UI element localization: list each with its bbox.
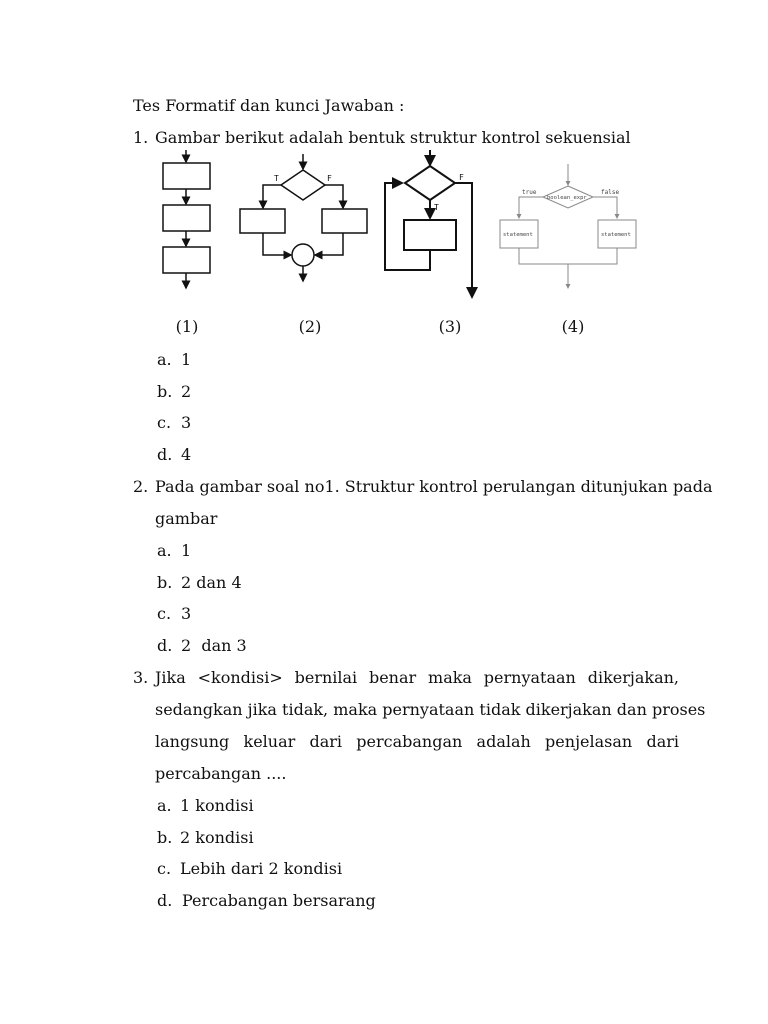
fig4-statement-right-label: statement [601,232,631,238]
option-letter: a. [157,796,172,815]
figure-label-1: (1) [175,317,199,336]
option-text: 1 [181,350,192,369]
question-number: 3. [133,668,149,687]
option-letter: c. [157,413,172,432]
question-number: 2. [133,477,149,496]
option-letter: a. [157,350,172,369]
figure-label-2: (2) [298,317,322,336]
option-letter: b. [157,382,173,401]
fig3-false-label: F [459,173,464,182]
flowchart-if-else [500,164,636,288]
document-header: Tes Formatif dan kunci Jawaban : [133,96,405,115]
question-text: percabangan .... [155,764,287,783]
question-text: gambar [155,509,218,528]
fig4-statement-left-label: statement [503,232,533,238]
option-text: Percabangan bersarang [182,891,376,910]
option-letter: d. [157,445,173,464]
fig2-true-label: T [274,174,279,183]
option-text: 2 dan 3 [181,636,247,655]
option-letter: b. [157,573,173,592]
option-letter: b. [157,828,173,847]
question-text: Pada gambar soal no1. Struktur kontrol perulangan ditunjukan pada [155,477,713,496]
fig2-false-label: F [327,174,332,183]
option-letter: a. [157,541,172,560]
question-text: Gambar berikut adalah bentuk struktur kontrol sekuensial [155,128,631,147]
option-text: 2 kondisi [180,828,254,847]
option-text: 3 [181,604,192,623]
option-text: Lebih dari 2 kondisi [180,859,343,878]
flowchart-sequence [163,150,210,288]
figure-label-4: (4) [561,317,585,336]
option-letter: c. [157,604,172,623]
fig4-false-label: false [601,189,620,196]
flowchart-branch [240,154,367,281]
option-text: 1 [181,541,192,560]
question-text: Jika <kondisi> bernilai benar maka pernyataan dikerjakan, [155,668,679,687]
question-text: langsung keluar dari percabangan adalah penjelasan dari [155,732,679,751]
fig3-true-label: T [434,203,439,212]
option-text: 2 dan 4 [181,573,242,592]
fig4-condition-label: boolean_expr [547,195,587,201]
option-letter: d. [157,891,173,910]
question-text: sedangkan jika tidak, maka pernyataan tidak dikerjakan dan proses [155,700,706,719]
option-text: 4 [181,445,192,464]
option-letter: d. [157,636,173,655]
option-text: 2 [181,382,192,401]
flowchart-figures [150,148,650,308]
figure-label-3: (3) [438,317,462,336]
option-text: 1 kondisi [180,796,254,815]
option-text: 3 [181,413,192,432]
question-number: 1. [133,128,149,147]
fig4-true-label: true [522,189,537,196]
option-letter: c. [157,859,172,878]
